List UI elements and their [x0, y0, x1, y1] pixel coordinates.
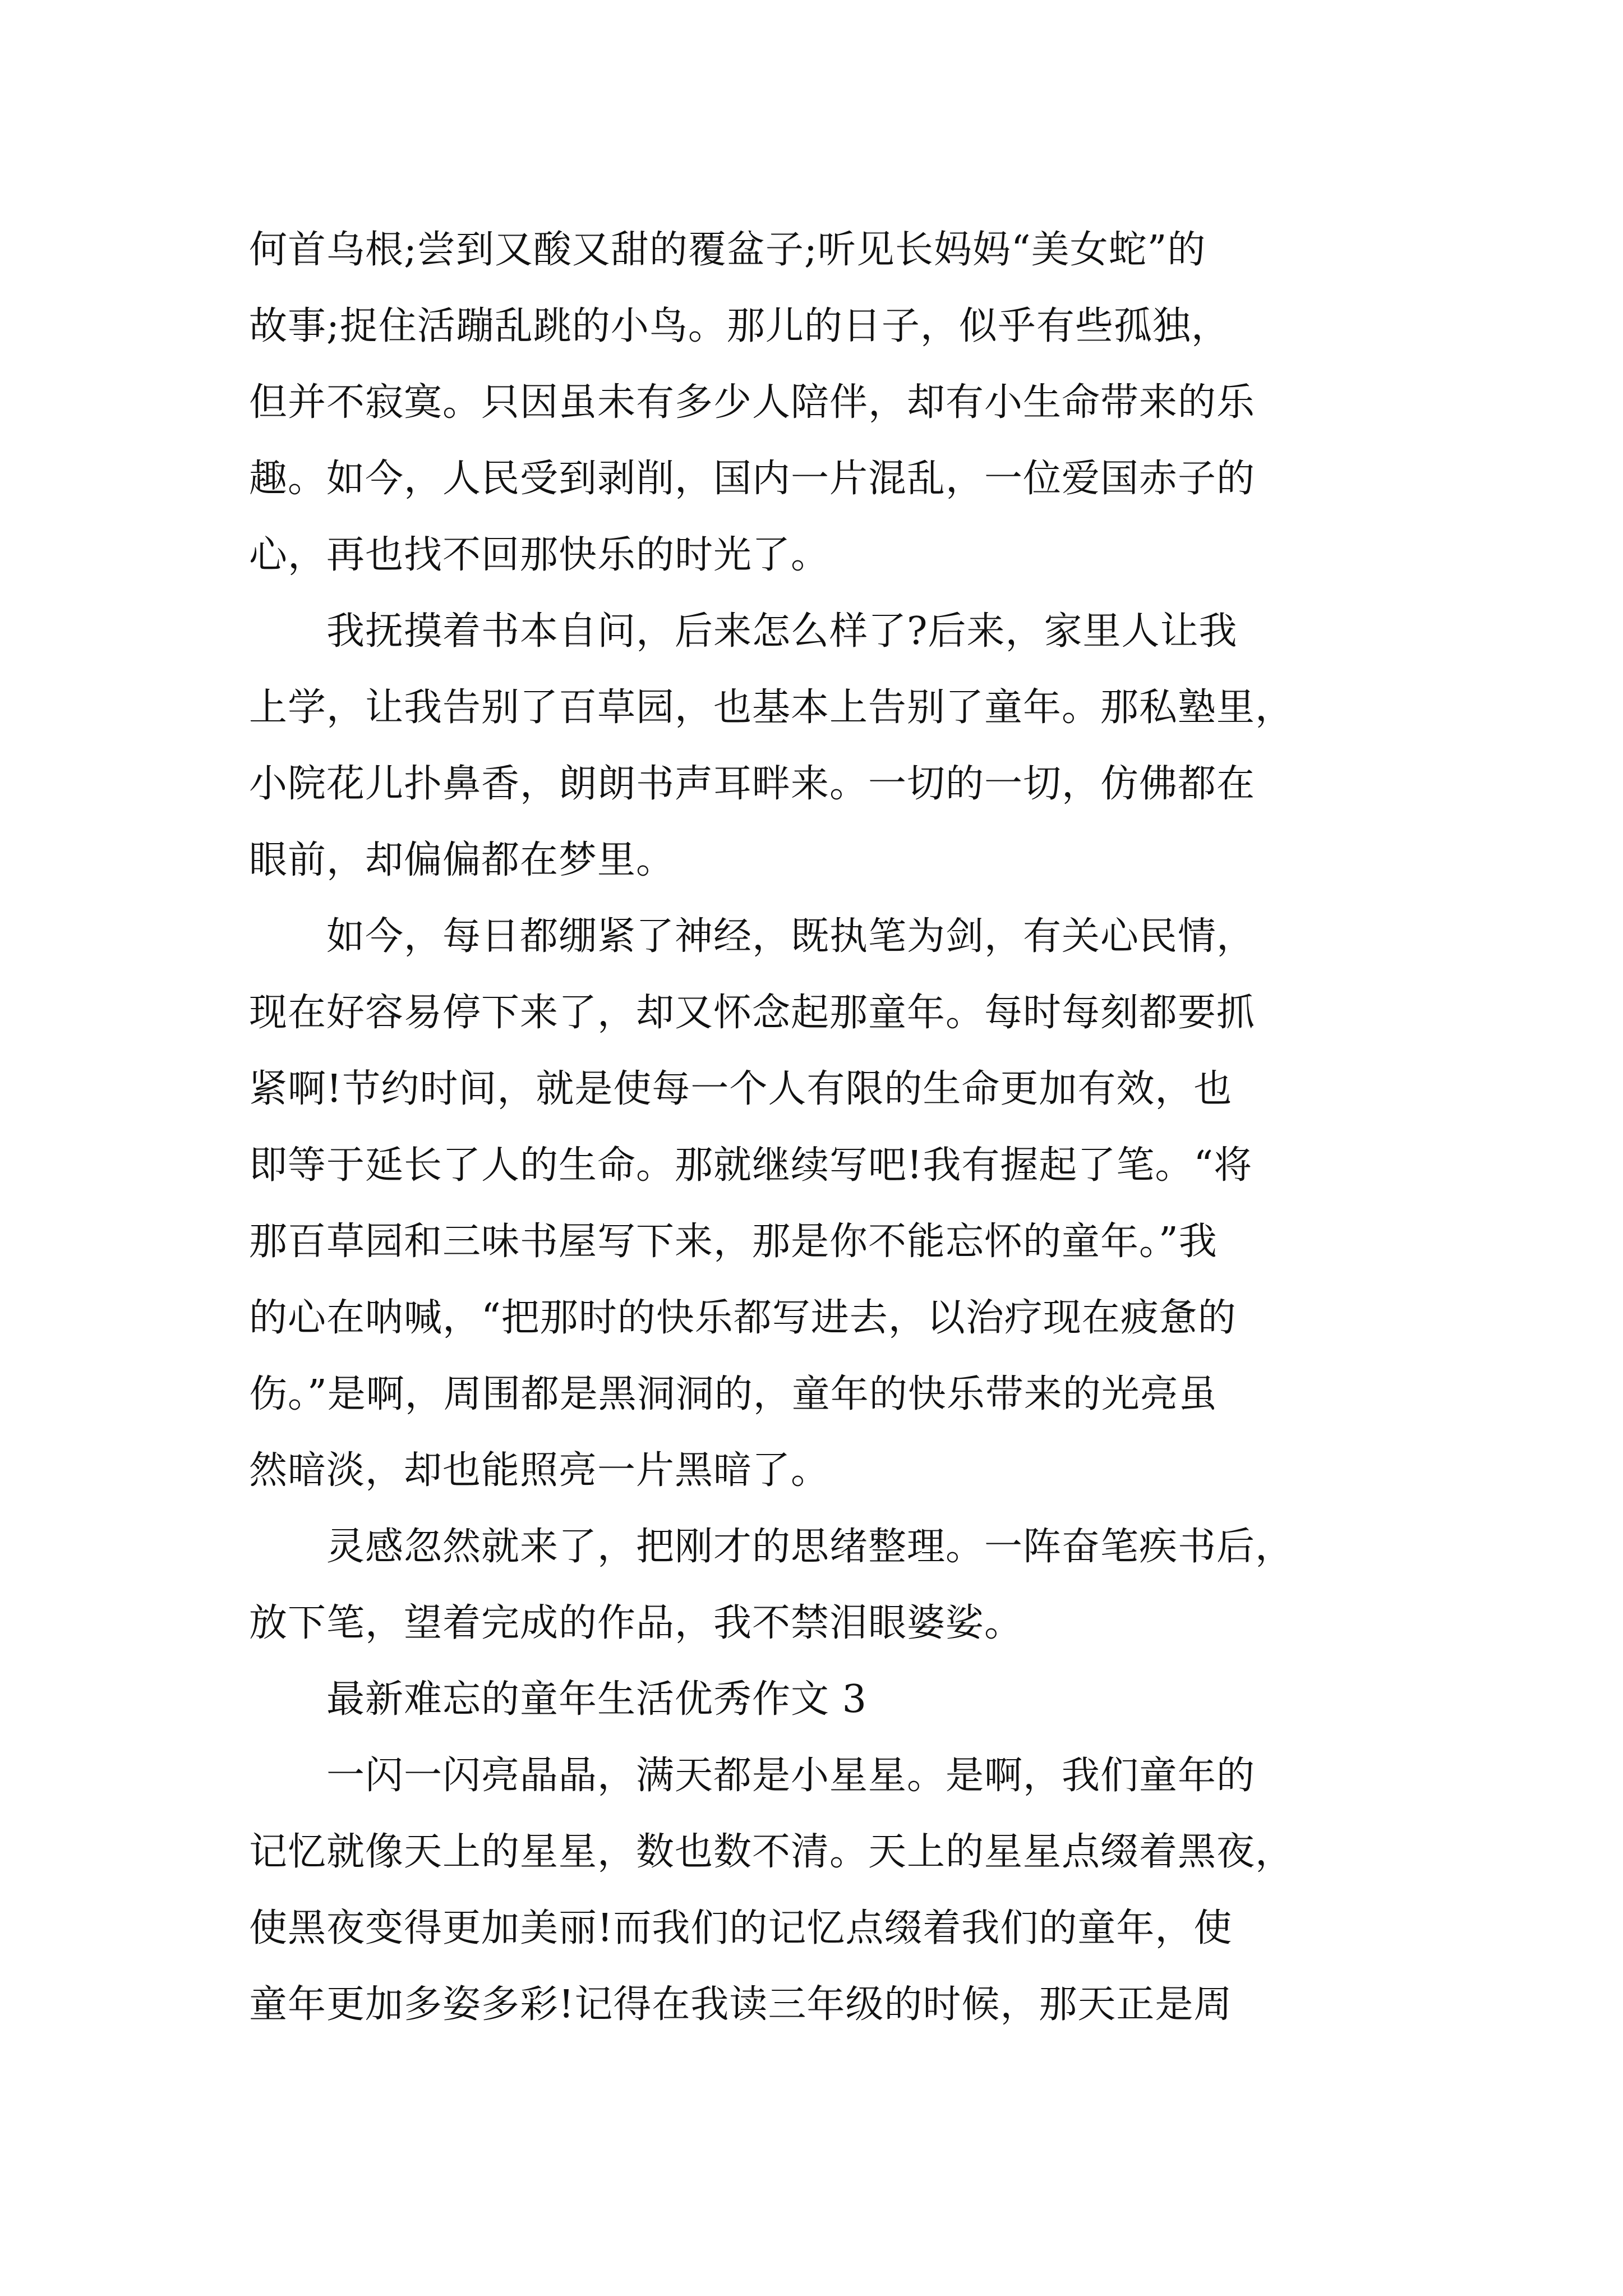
text-line: 放下笔，望着完成的作品，我不禁泪眼婆娑。: [249, 1601, 1023, 1645]
section-heading: 最新难忘的童年生活优秀作文 3: [249, 1677, 867, 1722]
text-line: 但并不寂寞。只因虽未有多少人陪伴，却有小生命带来的乐: [249, 380, 1256, 425]
text-line: 小院花儿扑鼻香，朗朗书声耳畔来。一切的一切，仿佛都在: [249, 762, 1256, 806]
text-line: 使黑夜变得更加美丽!而我们的记忆点缀着我们的童年，使: [249, 1906, 1233, 1950]
text-line: 即等于延长了人的生命。那就继续写吧!我有握起了笔。“将: [249, 1143, 1253, 1188]
text-line: 我抚摸着书本自问，后来怎么样了?后来，家里人让我: [249, 609, 1238, 654]
text-line: 趣。如今，人民受到剥削，国内一片混乱，一位爱国赤子的: [249, 457, 1256, 501]
text-line: 灵感忽然就来了，把刚才的思绪整理。一阵奋笔疾书后，: [249, 1525, 1294, 1569]
text-line: 现在好容易停下来了，却又怀念起那童年。每时每刻都要抓: [249, 991, 1256, 1035]
text-line: 上学，让我告别了百草园，也基本上告别了童年。那私塾里，: [249, 685, 1294, 730]
text-line: 然暗淡，却也能照亮一片黑暗了。: [249, 1448, 830, 1493]
text-line: 故事;捉住活蹦乱跳的小鸟。那儿的日子，似乎有些孤独，: [249, 304, 1230, 348]
text-line: 何首乌根;尝到又酸又甜的覆盆子;听见长妈妈“美女蛇”的: [249, 228, 1206, 272]
document-body: [249, 212, 1393, 2043]
text-line: 的心在呐喊，“把那时的快乐都写进去，以治疗现在疲惫的: [249, 1296, 1237, 1340]
text-line: 伤。”是啊，周围都是黑洞洞的，童年的快乐带来的光亮虽: [249, 1372, 1218, 1416]
text-line: 如今，每日都绷紧了神经，既执笔为剑，有关心民情，: [249, 914, 1256, 959]
text-line: 紧啊!节约时间，就是使每一个人有限的生命更加有效，也: [249, 1067, 1233, 1111]
text-line: 心，再也找不回那快乐的时光了。: [249, 533, 830, 577]
text-line: 一闪一闪亮晶晶，满天都是小星星。是啊，我们童年的: [249, 1754, 1256, 1798]
text-line: 记忆就像天上的星星，数也数不清。天上的星星点缀着黑夜，: [249, 1830, 1294, 1874]
text-line: 眼前，却偏偏都在梦里。: [249, 838, 675, 882]
text-line: 童年更加多姿多彩!记得在我读三年级的时候，那天正是周: [249, 1982, 1233, 2027]
text-line: 那百草园和三味书屋写下来，那是你不能忘怀的童年。”我: [249, 1220, 1218, 1264]
